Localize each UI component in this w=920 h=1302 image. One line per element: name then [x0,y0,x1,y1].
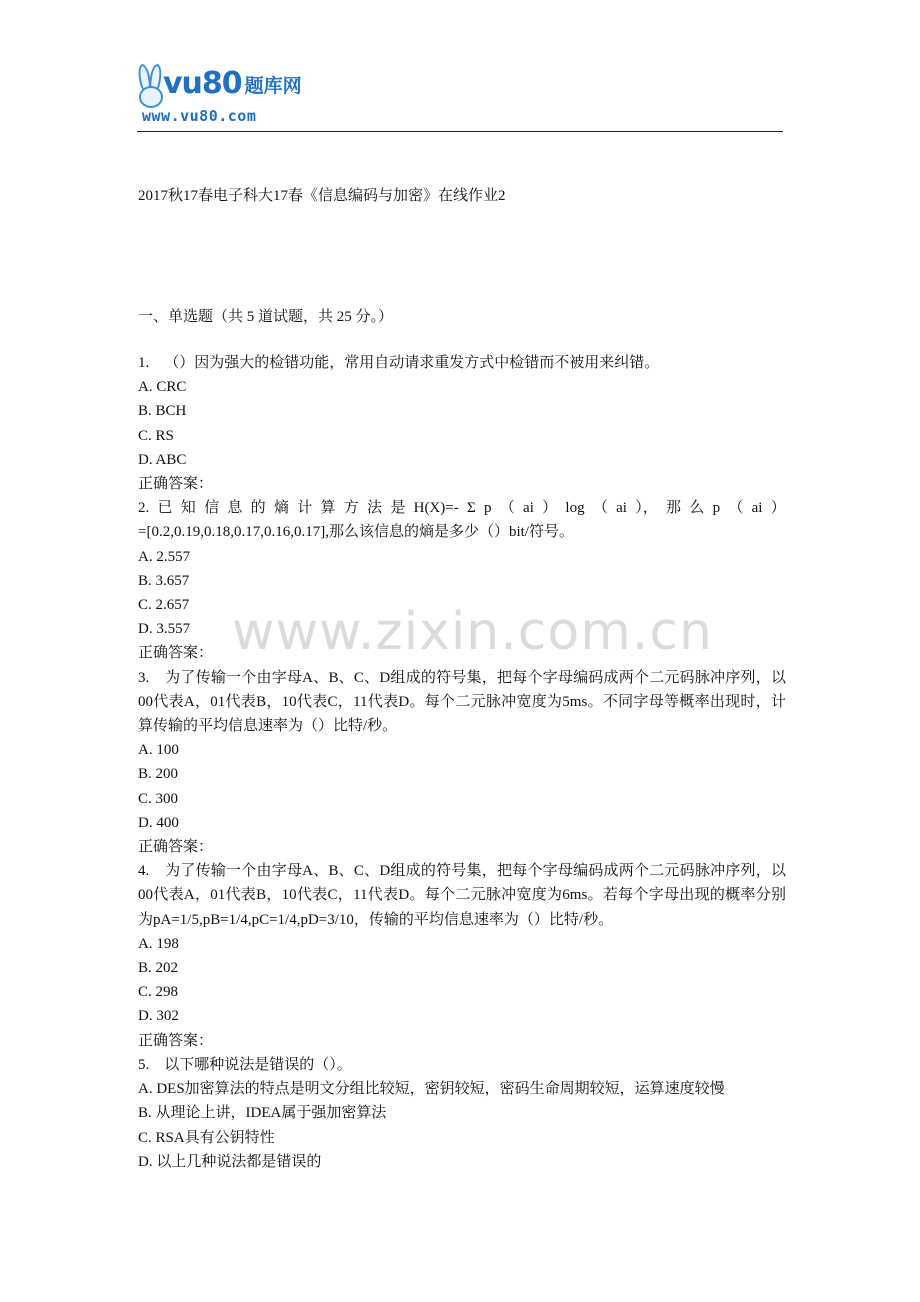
logo-cn: 题库网 [244,74,302,97]
question-2-text-part: 计 [297,500,313,517]
question-2-text-part: 熵 [273,500,289,517]
question-4-option-d: D. 302 [138,1008,179,1025]
question-3-option-c: C. 300 [138,790,179,807]
question-2-text-line2: =[0.2,0.19,0.18,0.17,0.16,0.17],那么该信息的熵是多少（）bit/符号。 [138,524,574,541]
bunny-icon [137,62,163,106]
question-5-number: 5. [138,1056,150,1073]
question-4-option-c: C. 298 [138,984,179,1001]
question-2-text-part: 的 [250,500,266,517]
question-2-text-part: （ [728,500,744,517]
question-2-text-part: ） [770,500,786,517]
question-2-text-part: 知 [180,500,196,517]
question-2-option-a: A. 2.557 [138,548,191,565]
question-2-text-part: （ [592,500,608,517]
question-2-option-b: B. 3.657 [138,572,190,589]
question-1-option-b: B. BCH [138,403,187,420]
question-2-text-part: （ [499,500,515,517]
question-3-option-b: B. 200 [138,766,179,783]
logo-brand: vu80 [163,66,242,101]
question-2-text-part: ）， [635,500,658,517]
question-1-option-d: D. ABC [138,451,187,468]
question-4 [138,859,786,932]
question-1-answer-label: 正确答案： [138,476,214,493]
question-1-option-c: C. RS [138,427,174,444]
question-2-text-part: log [565,500,585,517]
question-2-text-part: 是 [390,500,406,517]
question-2-text-part: ai [616,500,627,517]
question-2-text-part: 息 [227,500,243,517]
question-2-text-part: p [484,500,492,517]
question-2-text-part: 方 [343,500,359,517]
question-2-text-part: ai [751,500,763,517]
question-2-text-part: 那 [666,500,682,517]
question-2-answer-label: 正确答案： [138,645,214,662]
question-2-text-part: Σ [467,500,476,517]
question-1-text: （）因为强大的检错功能，常用自动请求重发方式中检错而不被用来纠错。 [164,355,660,371]
question-5-option-b: B. 从理论上讲，IDEA属于强加密算法 [138,1105,387,1122]
question-3-option-a: A. 100 [138,742,179,759]
question-1 [138,351,786,375]
question-2-text-part: 已 [157,500,173,517]
question-4-text: 为了传输一个由字母A、B、C、D组成的符号集，把每个字母编码成两个二元码脉冲序列，以00代表A，01代表B，10代表C，11代表D。每个二元脉冲宽度为6ms。若每个字母出现的概率分别为pA=1/5,pB=1/4,pC=1/4,pD=3/10，传输的平均信息速率为（）比特/秒。 [138,863,787,928]
question-4-answer-label: 正确答案： [138,1032,214,1049]
document-title: 2017秋17春电子科大17春《信息编码与加密》在线作业2 [138,188,506,204]
question-2-option-c: C. 2.657 [138,597,190,614]
question-5-option-d: D. 以上几种说法都是错误的 [138,1153,322,1170]
question-1-option-a: A. CRC [138,379,187,396]
question-3-option-d: D. 400 [138,814,179,831]
question-4-option-b: B. 202 [138,960,179,977]
question-5 [138,1053,786,1077]
question-2-text-part: 法 [367,500,383,517]
question-2-text-part: 信 [204,500,220,517]
question-1-number: 1. [138,355,150,371]
question-2-text-part: ai [523,500,534,517]
question-5-option-c: C. RSA具有公钥特性 [138,1129,275,1146]
question-4-option-a: A. 198 [138,935,179,952]
question-3-number: 3. [138,669,150,686]
site-logo[interactable] [137,60,327,130]
question-2-number: 2. [138,500,150,517]
section-heading: 一、单选题（共 5 道试题，共 25 分。） [138,309,394,325]
question-2-text-part: ） [542,500,558,517]
question-5-option-a: A. DES加密算法的特点是明文分组比较短，密钥较短，密码生命周期较短，运算速度较慢 [138,1081,725,1098]
question-3-answer-label: 正确答案： [138,839,214,856]
question-5-text: 以下哪种说法是错误的（）。 [164,1056,352,1073]
question-2-option-d: D. 3.557 [138,621,191,638]
question-list [138,351,786,1174]
watermark: www.zixin.com.cn [232,602,713,662]
question-2-text-part: H(X)=- [413,500,459,517]
logo-url: www.vu80.com [142,107,257,125]
question-3-text: 为了传输一个由字母A、B、C、D组成的符号集，把每个字母编码成两个二元码脉冲序列，以00代表A，01代表B，10代表C，11代表D。每个二元脉冲宽度为5ms。不同字母等概率出现时，计算传输的平均信息速率为（）比特/秒。 [138,669,787,735]
question-2-text-part: 算 [320,500,336,517]
question-2-text-part: 么 [689,500,705,517]
question-4-number: 4. [138,863,150,880]
question-2 [138,496,786,520]
logo-mark [137,60,302,108]
question-2-text-part: p [712,500,721,517]
question-3 [138,666,786,739]
header-divider [137,131,783,132]
